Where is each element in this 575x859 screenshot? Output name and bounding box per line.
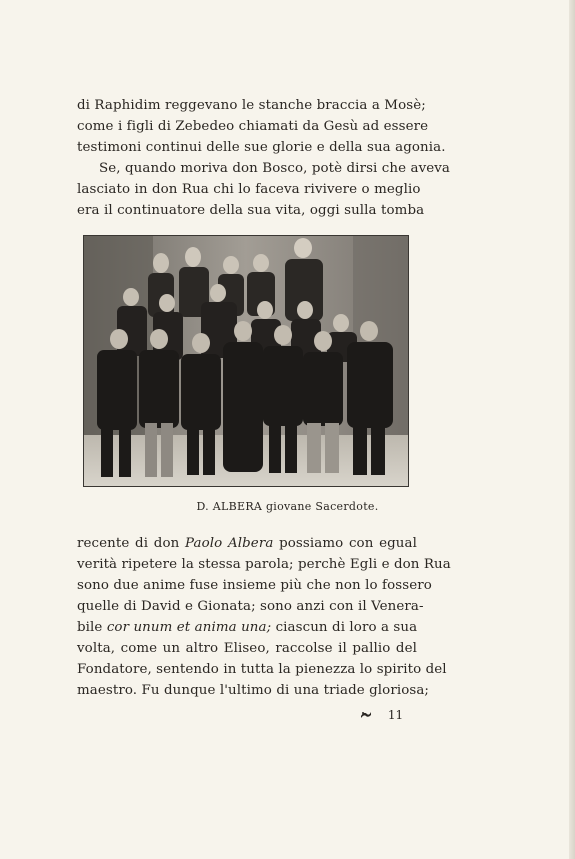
fleuron-icon [360, 710, 372, 722]
page-footer [360, 708, 403, 722]
text-line: di Raphidim reggevano le stanche braccia a Mosè; [77, 98, 426, 113]
bottom-paragraph [77, 533, 451, 701]
text-line: Se, quando moriva don Bosco, potè dirsi che aveva [99, 161, 451, 176]
text-line: lasciato in don Rua chi lo faceva rivivere o meglio [77, 182, 421, 197]
text-segment: ciascun di loro a sua [271, 620, 418, 635]
page-edge [569, 0, 575, 859]
text-line: maestro. Fu dunque l'ultimo di una triade gloriosa; [77, 683, 430, 698]
text-line: era il continuatore della sua vita, oggi sulla tomba [77, 203, 425, 218]
text-line: Fondatore, sentendo in tutta la pienezza lo spirito del [77, 662, 447, 677]
text-line: sono due anime fuse insieme più che non lo fossero [77, 578, 432, 593]
text-segment: bile [77, 620, 107, 635]
photo-illustration [83, 235, 409, 487]
text-line: testimoni continui delle sue glorie e della sua agonia. [77, 140, 446, 155]
text-segment: recente di don [77, 536, 185, 551]
photo-caption: D. ALBERA giovane Sacerdote. [196, 500, 379, 513]
text-line [77, 533, 417, 554]
text-line [77, 617, 417, 638]
text-segment: possiamo con egual [273, 536, 417, 551]
italic-name: Paolo Albera [185, 536, 274, 551]
text-line: volta, come un altro Eliseo, raccolse il pallio del [77, 641, 417, 656]
top-paragraph [77, 95, 451, 221]
group-photograph [83, 235, 409, 487]
text-line: quelle di David e Gionata; sono anzi con il Venera- [77, 599, 424, 614]
page-number: 11 [387, 708, 404, 722]
italic-quote: cor unum et anima una; [106, 620, 272, 635]
text-line: verità ripetere la stessa parola; perchè Egli e don Rua [77, 557, 451, 572]
text-line: come i figli di Zebedeo chiamati da Gesù ad essere [77, 119, 429, 134]
